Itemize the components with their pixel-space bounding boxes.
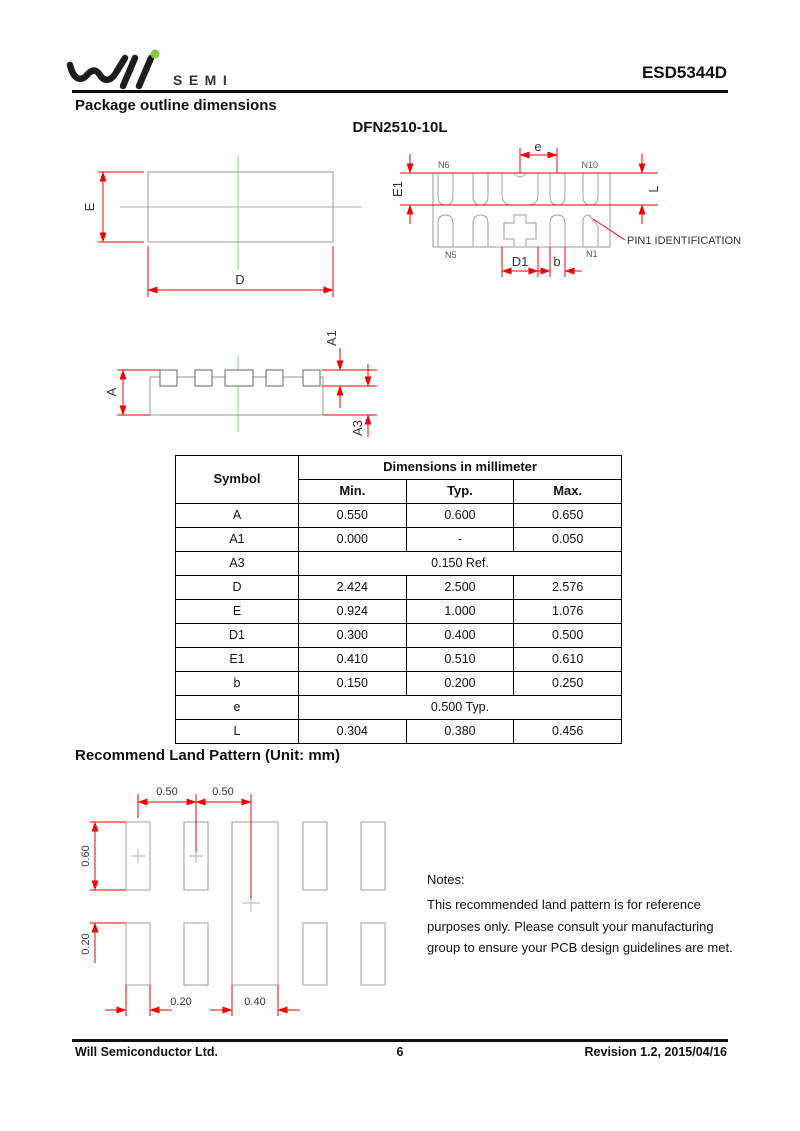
cell-typ: 0.200 — [406, 672, 514, 696]
cell-min: 0.550 — [299, 504, 407, 528]
cell-symbol: E1 — [176, 648, 299, 672]
pad — [550, 173, 565, 205]
pad — [473, 215, 488, 247]
package-top-view-drawing — [70, 145, 390, 310]
land-pad — [361, 923, 385, 985]
cell-symbol: e — [176, 696, 299, 720]
cell-typ: 0.600 — [406, 504, 514, 528]
dim-label-A3: A3 — [350, 420, 365, 436]
notes-line: purposes only. Please consult your manufacturing — [427, 918, 714, 934]
cell-symbol: A — [176, 504, 299, 528]
table-row — [176, 552, 622, 576]
company-logo — [65, 45, 335, 95]
pad — [550, 215, 565, 247]
cell-max: 1.076 — [514, 600, 622, 624]
notes-block — [427, 872, 757, 959]
lead — [225, 370, 253, 386]
dim-label-D: D — [235, 272, 245, 287]
cell-typ: 0.380 — [406, 720, 514, 744]
cell-symbol: D — [176, 576, 299, 600]
table-row — [176, 624, 622, 648]
pin-label-n10: N10 — [581, 160, 598, 170]
notes-line: This recommended land pattern is for reference — [427, 897, 701, 912]
logo-slash-icon — [139, 58, 151, 86]
logo-wave-icon — [70, 58, 125, 80]
land-pad — [303, 923, 327, 985]
pin-label-n1: N1 — [586, 249, 598, 259]
lead — [160, 370, 177, 386]
footer-revision: Revision 1.2, 2015/04/16 — [584, 1045, 727, 1059]
cell-symbol: b — [176, 672, 299, 696]
column-header-typ: Typ. — [406, 480, 514, 504]
pad — [583, 173, 598, 205]
cell-min: 0.924 — [299, 600, 407, 624]
land-pad — [361, 822, 385, 890]
package-bottom-view-drawing — [390, 140, 790, 305]
cell-typ: 1.000 — [406, 600, 514, 624]
pad-pin1-chamfered — [583, 215, 598, 247]
logo-wordmark: SEMI — [173, 72, 234, 88]
lead — [266, 370, 283, 386]
cell-max: 0.650 — [514, 504, 622, 528]
column-header-group: Dimensions in millimeter — [299, 456, 622, 480]
pad — [438, 173, 453, 205]
table-row — [176, 648, 622, 672]
cell-max: 0.050 — [514, 528, 622, 552]
cell-symbol: A3 — [176, 552, 299, 576]
header-rule — [72, 90, 728, 93]
dim-label-A: A — [104, 387, 119, 397]
land-pattern-title: Recommend Land Pattern (Unit: mm) — [75, 747, 341, 764]
lead — [195, 370, 212, 386]
column-header-symbol: Symbol — [176, 456, 299, 504]
land-pattern-drawing — [60, 778, 420, 1030]
cell-min: 0.410 — [299, 648, 407, 672]
cell-typ: 0.400 — [406, 624, 514, 648]
land-pad — [303, 822, 327, 890]
cell-typ: 0.510 — [406, 648, 514, 672]
pin1-identification-callout: PIN1 IDENTIFICATION — [627, 235, 742, 247]
cell-typ: - — [406, 528, 514, 552]
dim-label-pitch-right: 0.50 — [212, 786, 234, 798]
table-header-row — [176, 456, 622, 480]
dim-label-row-gap: 0.20 — [80, 933, 92, 955]
pad — [473, 173, 488, 205]
dim-label-b: b — [553, 254, 561, 269]
cell-max: 2.576 — [514, 576, 622, 600]
cell-min: 0.300 — [299, 624, 407, 648]
cell-span-value: 0.500 Typ. — [299, 696, 622, 720]
cell-typ: 2.500 — [406, 576, 514, 600]
cell-symbol: L — [176, 720, 299, 744]
cell-symbol: A1 — [176, 528, 299, 552]
table-row — [176, 504, 622, 528]
cell-symbol: D1 — [176, 624, 299, 648]
footer-rule — [72, 1039, 728, 1042]
package-side-view-drawing — [75, 320, 405, 450]
pad-notched — [502, 173, 538, 205]
dim-label-E: E — [82, 202, 97, 212]
column-header-min: Min. — [299, 480, 407, 504]
cell-max: 0.250 — [514, 672, 622, 696]
land-pad — [184, 923, 208, 985]
section-title: Package outline dimensions — [75, 97, 277, 114]
dim-label-pad-width: 0.20 — [170, 996, 192, 1008]
notes-label: Notes: — [427, 872, 465, 887]
dim-label-pad-height: 0.60 — [80, 845, 92, 867]
dimensions-table — [175, 455, 622, 744]
notes-line: group to ensure your PCB design guidelines are met. — [427, 940, 733, 955]
footer-company: Will Semiconductor Ltd. — [75, 1045, 218, 1059]
cell-max: 0.500 — [514, 624, 622, 648]
dim-label-e: e — [534, 140, 542, 154]
logo-dot-icon — [151, 50, 160, 59]
column-header-max: Max. — [514, 480, 622, 504]
cell-min: 0.000 — [299, 528, 407, 552]
table-row — [176, 672, 622, 696]
table-row — [176, 600, 622, 624]
dim-label-L: L — [646, 185, 661, 193]
pin-label-n6: N6 — [438, 160, 450, 170]
pad — [438, 215, 453, 247]
product-title: ESD5344D — [641, 63, 727, 82]
table-row — [176, 696, 622, 720]
cell-max: 0.610 — [514, 648, 622, 672]
land-pad — [126, 923, 150, 985]
pin-label-n5: N5 — [445, 250, 457, 260]
package-name: DFN2510-10L — [352, 119, 448, 136]
cell-min: 0.150 — [299, 672, 407, 696]
table-row — [176, 576, 622, 600]
table-row — [176, 720, 622, 744]
cell-min: 0.304 — [299, 720, 407, 744]
dim-label-D1: D1 — [511, 254, 529, 269]
lead — [303, 370, 320, 386]
cell-symbol: E — [176, 600, 299, 624]
table-row — [176, 528, 622, 552]
cell-min: 2.424 — [299, 576, 407, 600]
footer-page-number: 6 — [396, 1045, 404, 1059]
cell-span-value: 0.150 Ref. — [299, 552, 622, 576]
cell-max: 0.456 — [514, 720, 622, 744]
pad-plus-shaped — [504, 215, 536, 247]
dim-label-E1: E1 — [390, 181, 405, 197]
dim-label-A1: A1 — [324, 330, 339, 346]
dim-label-center-pad-width: 0.40 — [244, 996, 266, 1008]
dim-label-pitch-left: 0.50 — [156, 786, 178, 798]
